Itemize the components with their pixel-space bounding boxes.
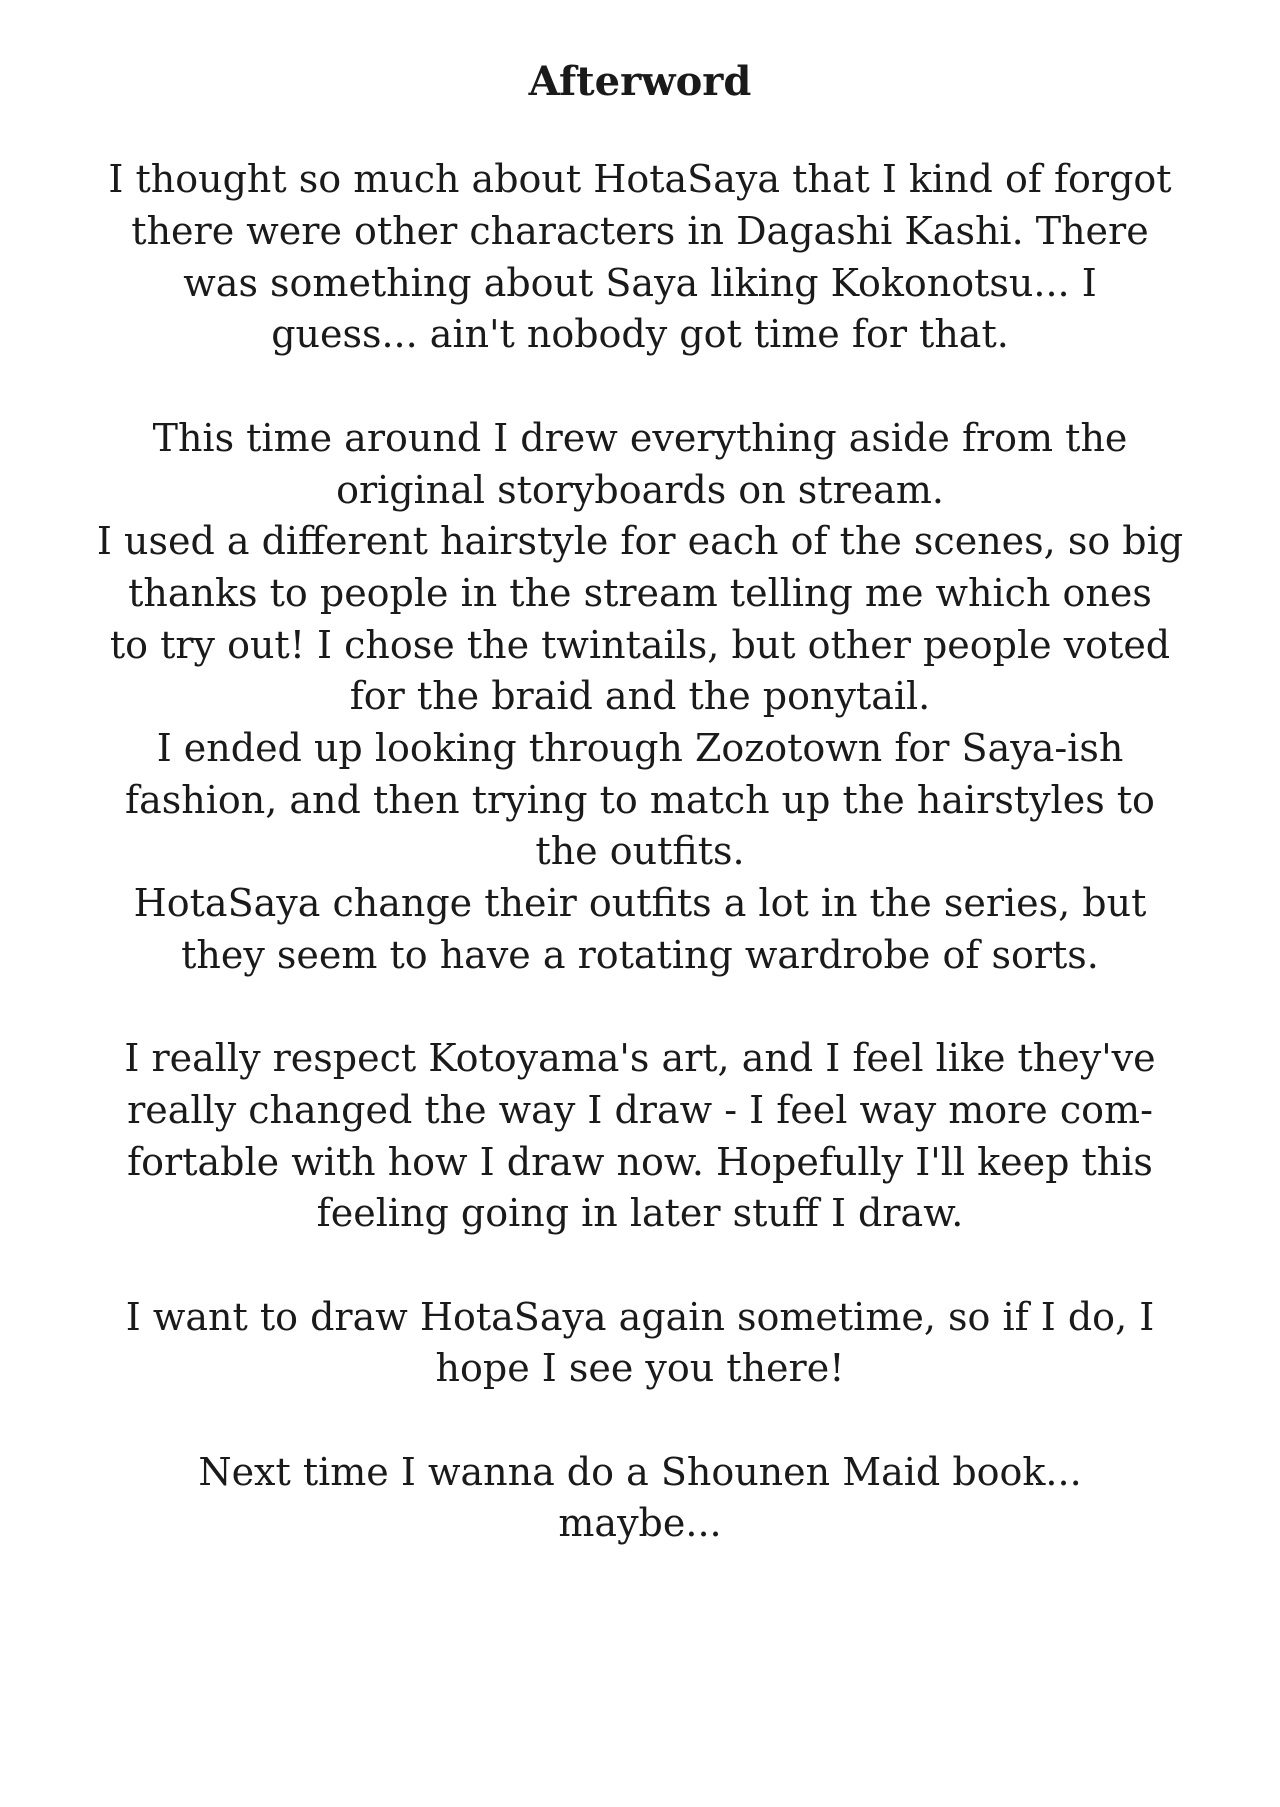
text-line: there were other characters in Dagashi Kashi. There bbox=[131, 209, 1149, 253]
text-line: the outfits. bbox=[535, 829, 745, 873]
text-line: feeling going in later stuff I draw. bbox=[316, 1191, 964, 1235]
text-line: fortable with how I draw now. Hopefully I'll keep this bbox=[127, 1140, 1153, 1184]
text-line: I ended up looking through Zozotown for Saya-ish bbox=[156, 726, 1124, 770]
text-line: hope I see you there! bbox=[435, 1346, 845, 1390]
text-line: to try out! I chose the twintails, but other people voted bbox=[109, 623, 1171, 667]
text-line: fashion, and then trying to match up the hairstyles to bbox=[125, 778, 1155, 822]
text-line: I used a different hairstyle for each of the scenes, so big bbox=[96, 519, 1184, 563]
text-line: guess... ain't nobody got time for that. bbox=[271, 312, 1009, 356]
text-line: original storyboards on stream. bbox=[336, 468, 944, 512]
text-line: I thought so much about HotaSaya that I kind of forgot bbox=[108, 157, 1172, 201]
text-line: HotaSaya change their outfits a lot in the series, but bbox=[133, 881, 1147, 925]
text-line: I really respect Kotoyama's art, and I feel like they've bbox=[124, 1036, 1156, 1080]
text-line: thanks to people in the stream telling me which ones bbox=[128, 571, 1152, 615]
text-line: was something about Saya liking Kokonotsu... I bbox=[183, 261, 1097, 305]
text-line: This time around I drew everything aside from the bbox=[152, 416, 1128, 460]
page-title: Afterword bbox=[528, 58, 752, 105]
text-line: Next time I wanna do a Shounen Maid book... bbox=[198, 1450, 1082, 1494]
text-line: maybe... bbox=[558, 1501, 722, 1545]
text-line: for the braid and the ponytail. bbox=[349, 674, 931, 718]
text-line: really changed the way I draw - I feel way more com- bbox=[127, 1088, 1153, 1132]
text-line: they seem to have a rotating wardrobe of sorts. bbox=[181, 933, 1099, 977]
text-line: I want to draw HotaSaya again sometime, so if I do, I bbox=[125, 1295, 1155, 1339]
